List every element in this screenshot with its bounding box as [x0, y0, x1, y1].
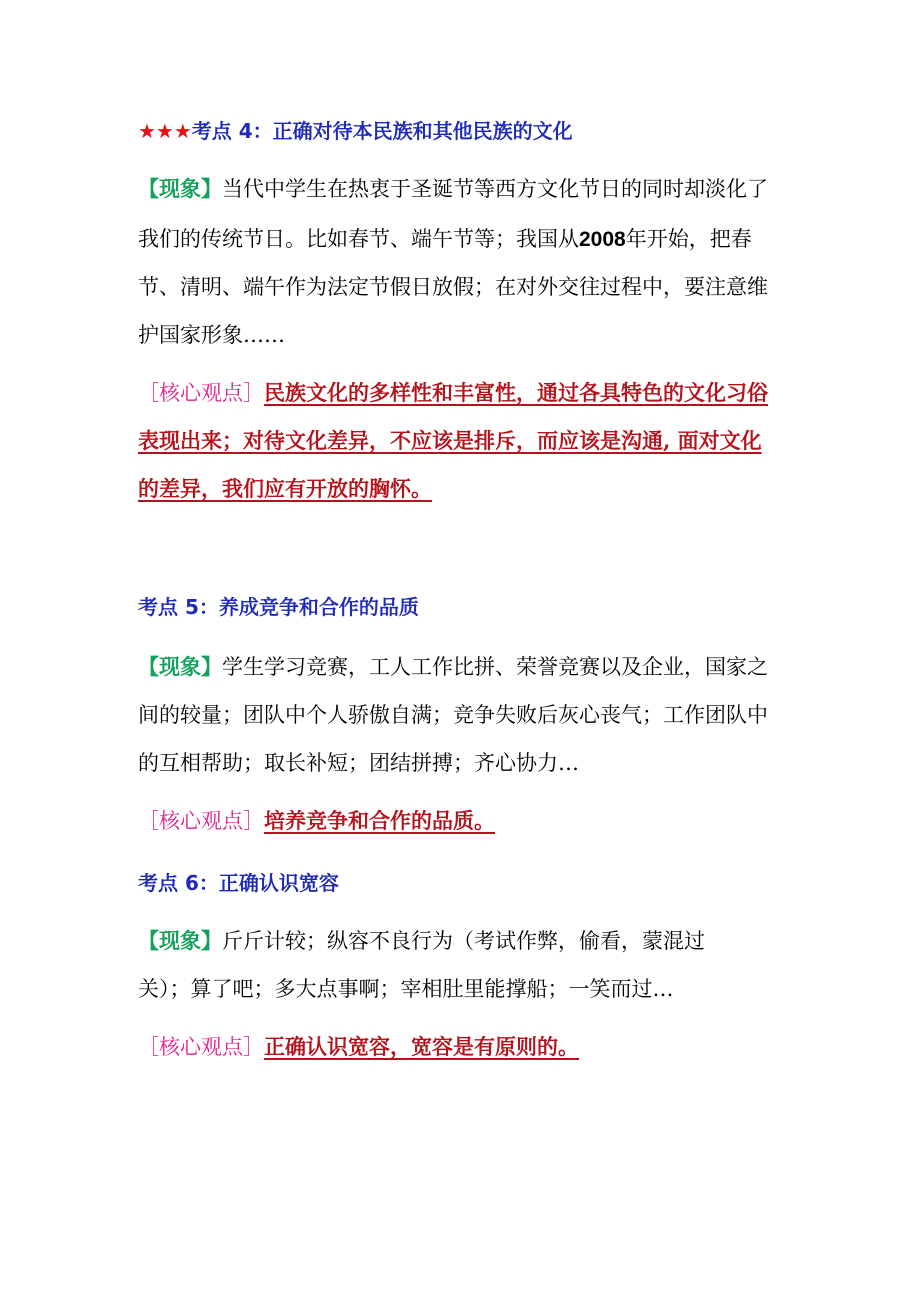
section-6-phenomenon-line-2 — [138, 974, 674, 1004]
section-4-core-line-2 — [138, 426, 762, 456]
phenomenon-text: 当代中学生在热衷于圣诞节等西方文化节日的同时却淡化了 — [222, 177, 768, 201]
section-4-phenomenon-line-3 — [138, 272, 768, 302]
core-label: ［核心观点］ — [138, 809, 264, 833]
section-4-phenomenon-line-2 — [138, 224, 752, 255]
core-label: ［核心观点］ — [138, 381, 264, 405]
section-6-title: 考点 6：正确认识宽容 — [138, 871, 339, 895]
phenomenon-text: 学生学习竞赛，工人工作比拼、荣誉竞赛以及企业，国家之 — [222, 655, 768, 679]
section-4-phenomenon-line-4 — [138, 320, 285, 350]
year-number: 2008 — [579, 228, 626, 251]
phenomenon-text: 的互相帮助；取长补短；团结拼搏；齐心协力… — [138, 751, 579, 775]
section-4-heading — [138, 116, 573, 146]
section-5-heading — [138, 592, 419, 622]
core-text: 的差异，我们应有开放的胸怀。 — [138, 476, 432, 501]
phenomenon-text: 年开始，把春 — [625, 227, 752, 251]
section-6-heading — [138, 868, 339, 898]
section-6-core-line-1 — [138, 1032, 579, 1062]
phenomenon-text: 护国家形象…… — [138, 323, 285, 347]
phenomenon-text: 间的较量；团队中个人骄傲自满；竞争失败后灰心丧气；工作团队中 — [138, 703, 768, 727]
section-4-core-line-1 — [138, 378, 768, 408]
phenomenon-text: 关）；算了吧；多大点事啊；宰相肚里能撑船；一笑而过… — [138, 977, 674, 1001]
phenomenon-text: 我们的传统节日。比如春节、端午节等；我国从 — [138, 227, 579, 251]
section-4-title: 考点 4：正确对待本民族和其他民族的文化 — [191, 119, 573, 143]
phenomenon-label: 【现象】 — [138, 176, 222, 201]
three-star-icon: ★★★ — [138, 119, 192, 143]
phenomenon-text: 斤斤计较；纵容不良行为（考试作弊，偷看，蒙混过 — [222, 929, 705, 953]
section-5-phenomenon-line-2 — [138, 700, 768, 730]
core-text: 民族文化的多样性和丰富性，通过各具特色的文化习俗 — [264, 380, 768, 405]
section-4-phenomenon-line-1 — [138, 174, 768, 204]
core-text: 培养竞争和合作的品质。 — [264, 808, 495, 833]
section-6-phenomenon-line-1 — [138, 926, 705, 956]
phenomenon-label: 【现象】 — [138, 654, 222, 679]
core-text: 表现出来；对待文化差异，不应该是排斥，而应该是沟通, 面对文化 — [138, 428, 762, 453]
section-4-core-line-3 — [138, 474, 432, 504]
section-5-phenomenon-line-3 — [138, 748, 579, 778]
section-5-core-line-1 — [138, 806, 495, 836]
core-label: ［核心观点］ — [138, 1035, 264, 1059]
section-5-phenomenon-line-1 — [138, 652, 768, 682]
phenomenon-text: 节、清明、端午作为法定节假日放假；在对外交往过程中，要注意维 — [138, 275, 768, 299]
section-5-title: 考点 5：养成竞争和合作的品质 — [138, 595, 419, 619]
core-text: 正确认识宽容，宽容是有原则的。 — [264, 1034, 579, 1059]
phenomenon-label: 【现象】 — [138, 928, 222, 953]
